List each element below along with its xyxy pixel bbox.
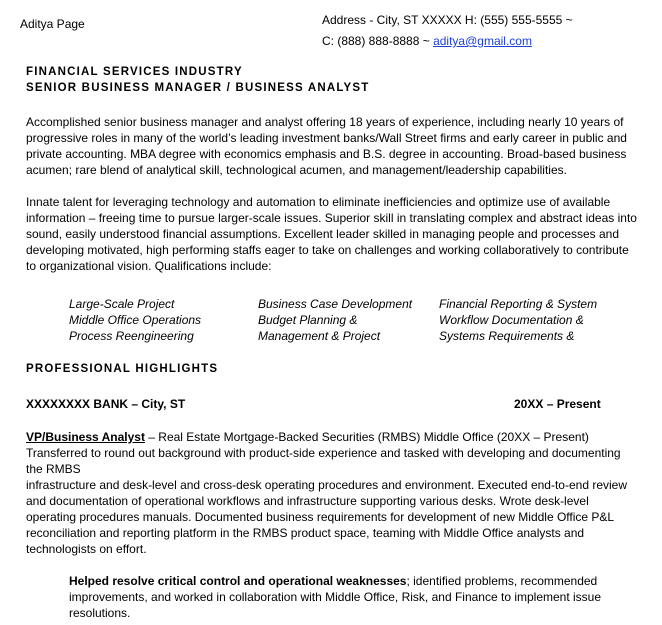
qualification-item: Workflow Documentation &: [439, 313, 584, 327]
contact-line: [322, 34, 532, 48]
qualification-item: Large-Scale Project: [69, 297, 175, 311]
headline-title: SENIOR BUSINESS MANAGER / BUSINESS ANALYST: [26, 82, 370, 94]
role-subtitle: – Real Estate Mortgage-Backed Securities (RMBS) Middle Office (20XX – Present): [144, 430, 589, 444]
role-heading-line: [26, 429, 638, 445]
role-title: VP/Business Analyst: [26, 430, 145, 444]
qualifications-column-2: [258, 296, 412, 344]
achievement-lead: Helped resolve critical control and operational weaknesses: [69, 574, 407, 588]
headline-industry: FINANCIAL SERVICES INDUSTRY: [26, 66, 243, 78]
qualifications-column-1: [69, 296, 201, 344]
qualification-item: Business Case Development: [258, 297, 413, 311]
role-intro-line: Transferred to round out background with product-side experience and tasked with developing and documenting the RMBS: [26, 446, 621, 476]
achievement-detail: ; identified problems, recommended improvements, and worked in collaboration with Middle Office, Risk, and Finance to implement issue resolutions.: [69, 574, 602, 620]
employment-dates: 20XX – Present: [514, 397, 601, 411]
candidate-name: Aditya Page: [20, 17, 85, 31]
qualification-item: Process Reengineering: [69, 329, 194, 343]
employer-name: XXXXXXXX BANK – City, ST: [26, 397, 186, 411]
role-body: infrastructure and desk-level and cross-desk operating procedures and environment. Executed end-to-end review and documentation of operational workflows and infrastructure supporting various desks. Wrote desk-level operating procedures manuals. Documented business requirements for development of new Middle Office P&L reconciliation and reporting platform in the RMBS product space, teaming with Middle Office analysts and technologists on effort.: [26, 478, 627, 556]
qualification-item: Financial Reporting & System: [439, 297, 598, 311]
summary-paragraph-2: Innate talent for leveraging technology and automation to eliminate inefficiencies and optimize use of available information – freeing time to pursue larger-scale issues. Superior skill in translating complex and abstract ideas into sound, easily understood financial assumptions. Excellent leader skilled in managing people and processes and developing motivated, high performing staffs eager to take on challenges and working collaboratively to contribute to organizational vision. Qualifications include:: [26, 195, 637, 273]
qualifications-column-3: [439, 296, 597, 344]
summary-paragraph-1: Accomplished senior business manager and analyst offering 18 years of experience, including nearly 10 years of progressive roles in many of the world’s leading investment banks/Wall Street firms and early career in public and private accounting. MBA degree with economics emphasis and B.S. degree in accounting. Broad-based business acumen; rare blend of analytical skill, technological acumen, and management/leadership capabilities.: [26, 115, 627, 177]
qualification-item: Systems Requirements &: [439, 329, 575, 343]
email-link[interactable]: aditya@gmail.com: [433, 34, 532, 48]
qualification-item: Management & Project: [258, 329, 381, 343]
achievement-bullet: [69, 573, 629, 621]
qualification-item: Budget Planning &: [258, 313, 358, 327]
qualification-item: Middle Office Operations: [69, 313, 202, 327]
role-description: [26, 429, 638, 557]
section-heading-highlights: PROFESSIONAL HIGHLIGHTS: [26, 363, 219, 375]
cell-phone: C: (888) 888-8888 ~: [322, 34, 434, 48]
address-line: Address - City, ST XXXXX H: (555) 555-5555 ~: [322, 13, 573, 27]
